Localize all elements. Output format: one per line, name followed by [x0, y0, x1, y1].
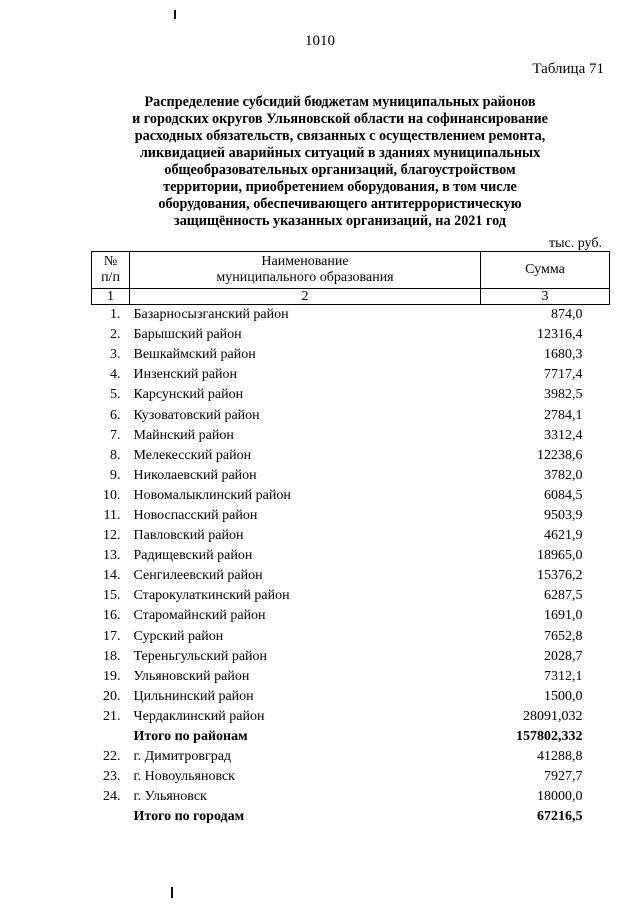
title-line: общеобразовательных организаций, благоустройством [164, 162, 516, 178]
row-value: 4621,9 [544, 528, 583, 544]
row-number: 7. [110, 427, 121, 443]
row-value: 18000,0 [537, 789, 583, 805]
row-value: 9503,9 [544, 507, 583, 523]
table-row [92, 687, 610, 707]
row-number: 4. [110, 367, 121, 383]
row-number: 19. [103, 668, 121, 684]
row-name: Павловский район [133, 528, 244, 544]
row-number: 23. [103, 769, 121, 785]
row-number: 13. [103, 548, 121, 564]
row-number: 12. [103, 528, 121, 544]
table-row [92, 546, 610, 566]
row-number: 10. [103, 487, 121, 503]
row-number: 9. [110, 467, 121, 483]
table-row [92, 506, 610, 526]
table-row [92, 707, 610, 727]
row-value: 1680,3 [544, 347, 583, 363]
row-name: Базарносызганский район [133, 307, 289, 323]
row-name: Итого по городам [133, 809, 245, 825]
page-number: 1010 [305, 33, 335, 49]
row-name: Мелекесский район [133, 447, 252, 463]
row-value: 7652,8 [544, 628, 583, 644]
column-number-1: 1 [92, 289, 130, 305]
table-row [92, 767, 610, 787]
header-number-line1: № [103, 254, 118, 269]
row-number: 6. [110, 407, 121, 423]
header-number [92, 252, 130, 289]
title-line: оборудования, обеспечивающего антитеррористическую [158, 196, 522, 212]
table-row [92, 526, 610, 546]
row-value: 1691,0 [544, 608, 583, 624]
scan-mark-bottom [171, 887, 173, 898]
table-row [92, 405, 610, 425]
row-value: 7312,1 [544, 668, 583, 684]
row-name: Николаевский район [133, 467, 257, 483]
row-name: г. Ульяновск [133, 789, 207, 805]
row-value: 28091,032 [523, 708, 583, 724]
row-value: 15376,2 [537, 568, 583, 584]
table-row [92, 466, 610, 486]
row-value: 874,0 [551, 307, 583, 323]
table-row [92, 627, 610, 647]
title-line: и городских округов Ульяновской области на софинансирование [132, 111, 548, 127]
table-row [92, 325, 610, 345]
title-line: Распределение субсидий бюджетам муниципальных районов [144, 94, 536, 110]
row-name: г. Димитровград [133, 749, 232, 765]
row-name: г. Новоульяновск [133, 769, 235, 785]
title-line: защищённость указанных организаций, на 2021 год [174, 213, 506, 229]
row-value: 2028,7 [544, 648, 583, 664]
table-row [92, 385, 610, 405]
header-sum: Сумма [481, 252, 610, 289]
table-row [92, 787, 610, 807]
row-value: 12316,4 [537, 327, 583, 343]
row-number [92, 727, 130, 747]
subsidy-table [91, 251, 610, 827]
row-name: Кузоватовский район [133, 407, 260, 423]
row-value: 67216,5 [537, 809, 583, 825]
row-name: Новоспасский район [133, 507, 258, 523]
row-number: 11. [103, 507, 121, 523]
row-number: 22. [103, 749, 121, 765]
table-row [92, 566, 610, 586]
column-number-2: 2 [130, 289, 481, 305]
units-label: тыс. руб. [549, 236, 602, 251]
row-name: Старокулаткинский район [133, 588, 290, 604]
table-row [92, 586, 610, 606]
header-name-line2: муниципального образования [216, 270, 394, 285]
row-name: Сурский район [133, 628, 224, 644]
row-value: 7927,7 [544, 769, 583, 785]
row-number: 20. [103, 688, 121, 704]
row-name: Цильнинский район [133, 688, 254, 704]
row-name: Итого по районам [133, 729, 248, 745]
row-value: 2784,1 [544, 407, 583, 423]
row-value: 3982,5 [544, 387, 583, 403]
row-number: 21. [103, 708, 121, 724]
column-number-3: 3 [481, 289, 610, 305]
row-number: 3. [110, 347, 121, 363]
title-line: территории, приобретением оборудования, в том числе [163, 179, 517, 195]
row-number [92, 807, 130, 827]
row-name: Чердаклинский район [133, 708, 265, 724]
row-name: Инзенский район [133, 367, 238, 383]
row-number: 24. [103, 789, 121, 805]
row-number: 14. [103, 568, 121, 584]
table-row [92, 667, 610, 687]
table-row [92, 345, 610, 365]
column-number-row [92, 289, 610, 305]
row-number: 15. [103, 588, 121, 604]
row-value: 1500,0 [544, 688, 583, 704]
document-title [110, 94, 570, 230]
row-name: Старомайнский район [133, 608, 266, 624]
row-name: Радищевский район [133, 548, 253, 564]
row-name: Ульяновский район [133, 668, 250, 684]
row-number: 5. [110, 387, 121, 403]
table-row [92, 747, 610, 767]
row-name: Сенгилеевский район [133, 568, 263, 584]
row-name: Карсунский район [133, 387, 244, 403]
table-row [92, 305, 610, 326]
row-name: Новомалыклинский район [133, 487, 291, 503]
row-name: Майнский район [133, 427, 234, 443]
row-name: Вешкаймский район [133, 347, 256, 363]
row-value: 12238,6 [537, 447, 583, 463]
title-line: расходных обязательств, связанных с осуществлением ремонта, [134, 128, 546, 144]
row-number: 8. [110, 447, 121, 463]
row-value: 7717,4 [544, 367, 583, 383]
table-header-row [92, 252, 610, 289]
header-number-line2: п/п [101, 270, 120, 285]
row-number: 18. [103, 648, 121, 664]
row-value: 157802,332 [516, 729, 583, 745]
table-row [92, 486, 610, 506]
row-number: 17. [103, 628, 121, 644]
table-label: Таблица 71 [532, 61, 604, 77]
scan-mark-top [174, 10, 176, 19]
row-value: 3312,4 [544, 427, 583, 443]
table-row [92, 606, 610, 626]
table-row [92, 365, 610, 385]
row-number: 16. [103, 608, 121, 624]
header-name-line1: Наименование [261, 254, 349, 269]
total-row [92, 727, 610, 747]
row-name: Барышский район [133, 327, 242, 343]
total-row [92, 807, 610, 827]
row-value: 41288,8 [537, 749, 583, 765]
header-name [130, 252, 481, 289]
row-value: 6287,5 [544, 588, 583, 604]
row-name: Тереньгульский район [133, 648, 268, 664]
row-number: 2. [110, 327, 121, 343]
row-value: 3782,0 [544, 467, 583, 483]
row-value: 18965,0 [537, 548, 583, 564]
row-number: 1. [110, 307, 121, 323]
table-row [92, 426, 610, 446]
table-row [92, 647, 610, 667]
title-line: ликвидацией аварийных ситуаций в зданиях муниципальных [139, 145, 541, 161]
table-row [92, 446, 610, 466]
row-value: 6084,5 [544, 487, 583, 503]
